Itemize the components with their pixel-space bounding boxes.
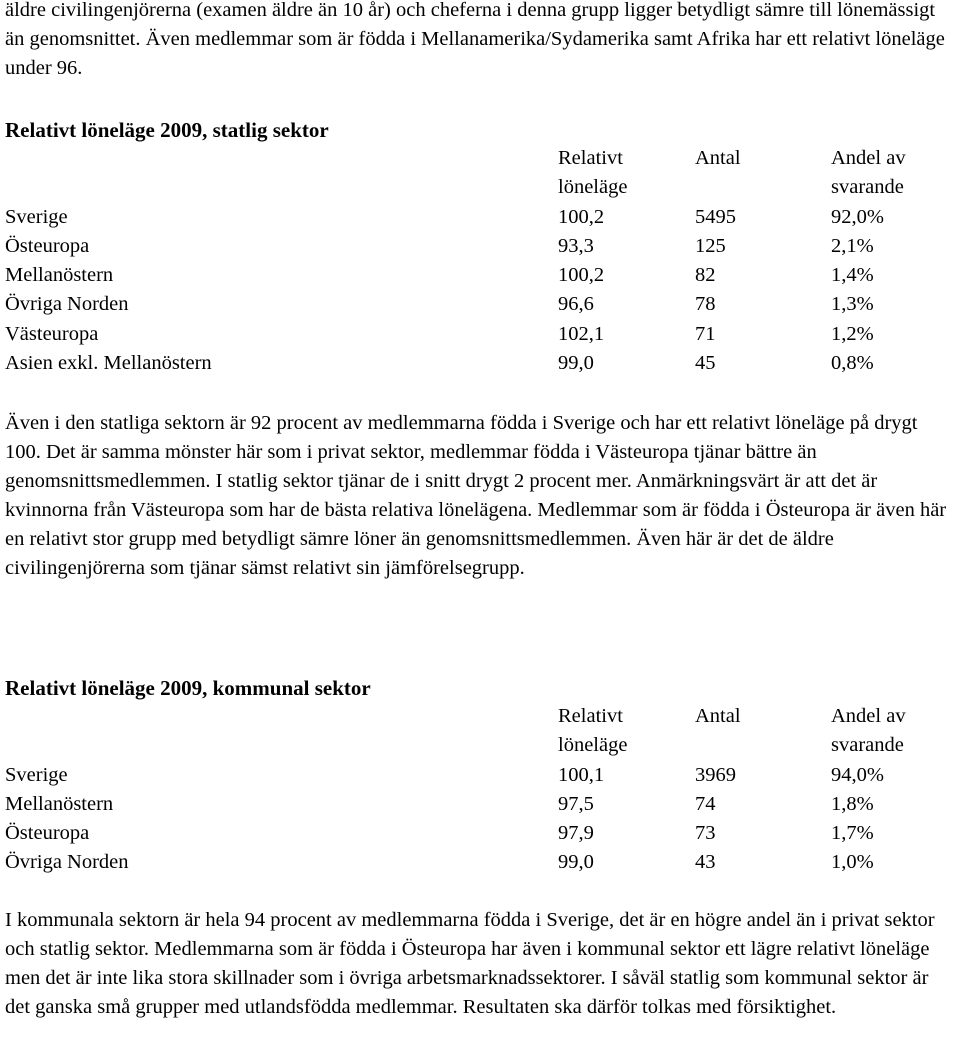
relativt-cell: 102,1 xyxy=(558,322,605,345)
table2 xyxy=(5,702,957,878)
relativt-cell: 99,0 xyxy=(558,851,594,874)
table1-header-andel: Andel av svarande xyxy=(831,147,906,199)
relativt-cell: 100,1 xyxy=(558,763,605,786)
table-row xyxy=(5,290,957,319)
antal-cell: 3969 xyxy=(695,763,736,786)
region-cell: Östeuropa xyxy=(5,822,90,845)
relativt-cell: 100,2 xyxy=(558,264,605,287)
table2-title: Relativt löneläge 2009, kommunal sektor xyxy=(5,676,371,700)
antal-cell: 71 xyxy=(695,322,716,345)
relativt-cell: 93,3 xyxy=(558,234,594,257)
andel-cell: 92,0% xyxy=(831,205,884,228)
andel-cell: 1,8% xyxy=(831,792,874,815)
antal-cell: 74 xyxy=(695,792,716,815)
table2-header-andel: Andel av svarande xyxy=(831,705,906,757)
intro-paragraph: äldre civilingenjörerna (examen äldre än 10 år) och cheferna i denna grupp ligger betydligt sämre till lönemässigt än genomsnittet. Även medlemmar som är födda i Mellanamerika/Sydamerika samt Afrika har ett relativt löneläge under 96. xyxy=(5,0,945,79)
andel-cell: 1,0% xyxy=(831,851,874,874)
andel-cell: 0,8% xyxy=(831,352,874,375)
relativt-cell: 99,0 xyxy=(558,352,594,375)
antal-cell: 5495 xyxy=(695,205,736,228)
table1 xyxy=(5,144,957,378)
table-row xyxy=(5,320,957,349)
table1-header-row xyxy=(5,144,957,203)
relativt-cell: 97,9 xyxy=(558,822,594,845)
antal-cell: 125 xyxy=(695,234,726,257)
andel-cell: 1,2% xyxy=(831,322,874,345)
region-cell: Mellanöstern xyxy=(5,264,114,287)
region-cell: Östeuropa xyxy=(5,234,90,257)
table1-title: Relativt löneläge 2009, statlig sektor xyxy=(5,118,329,142)
paragraph-statlig: Även i den statliga sektorn är 92 procent av medlemmarna födda i Sverige och har ett relativt löneläge på drygt 100. Det är samma mönster här som i privat sektor, medlemmar födda i Västeuropa tjänar bättre än genomsnittsmedlemmen. I statlig sektor tjänar de i snitt drygt 2 procent mer. Anmärkningsvärt är att det är kvinnorna från Västeuropa som har de bästa relativa lönelägena. Medlemmar som är födda i Östeuropa är även här en relativt stor grupp med betydligt sämre löner än genomsnittsmedlemmen. Även här är det de äldre civilingenjörerna som tjänar sämst relativt sin jämförelsegrupp. xyxy=(5,412,947,579)
region-cell: Västeuropa xyxy=(5,322,99,345)
andel-cell: 1,4% xyxy=(831,264,874,287)
antal-cell: 78 xyxy=(695,293,716,316)
paragraph-kommunal: I kommunala sektorn är hela 94 procent av medlemmarna födda i Sverige, det är en högre andel än i privat sektor och statlig sektor. Medlemmarna som är födda i Östeuropa har även i kommunal sektor ett lägre relativt löneläge men det är inte lika stora skillnader som i övriga arbetsmarknadssektorer. I såväl statlig som kommunal sektor är det ganska små grupper med utlandsfödda medlemmar. Resultaten ska därför tolkas med försiktighet. xyxy=(5,909,935,1018)
region-cell: Övriga Norden xyxy=(5,851,129,874)
table-row xyxy=(5,349,957,378)
table2-header-row xyxy=(5,702,957,761)
andel-cell: 94,0% xyxy=(831,763,884,786)
table1-header-relativt: Relativt löneläge xyxy=(558,147,628,199)
region-cell: Övriga Norden xyxy=(5,293,129,316)
table-row xyxy=(5,261,957,290)
table2-header-antal: Antal xyxy=(695,705,741,727)
region-cell: Asien exkl. Mellanöstern xyxy=(5,352,212,375)
antal-cell: 82 xyxy=(695,264,716,287)
table-row xyxy=(5,819,957,848)
table-row xyxy=(5,761,957,790)
table-row xyxy=(5,790,957,819)
antal-cell: 43 xyxy=(695,851,716,874)
region-cell: Mellanöstern xyxy=(5,792,114,815)
table-row xyxy=(5,848,957,877)
table2-header-relativt: Relativt löneläge xyxy=(558,705,628,757)
antal-cell: 73 xyxy=(695,822,716,845)
relativt-cell: 100,2 xyxy=(558,205,605,228)
antal-cell: 45 xyxy=(695,352,716,375)
relativt-cell: 96,6 xyxy=(558,293,594,316)
andel-cell: 2,1% xyxy=(831,234,874,257)
relativt-cell: 97,5 xyxy=(558,792,594,815)
andel-cell: 1,7% xyxy=(831,822,874,845)
andel-cell: 1,3% xyxy=(831,293,874,316)
region-cell: Sverige xyxy=(5,763,68,786)
region-cell: Sverige xyxy=(5,205,68,228)
table-row xyxy=(5,232,957,261)
table-row xyxy=(5,203,957,232)
table1-header-antal: Antal xyxy=(695,147,741,169)
